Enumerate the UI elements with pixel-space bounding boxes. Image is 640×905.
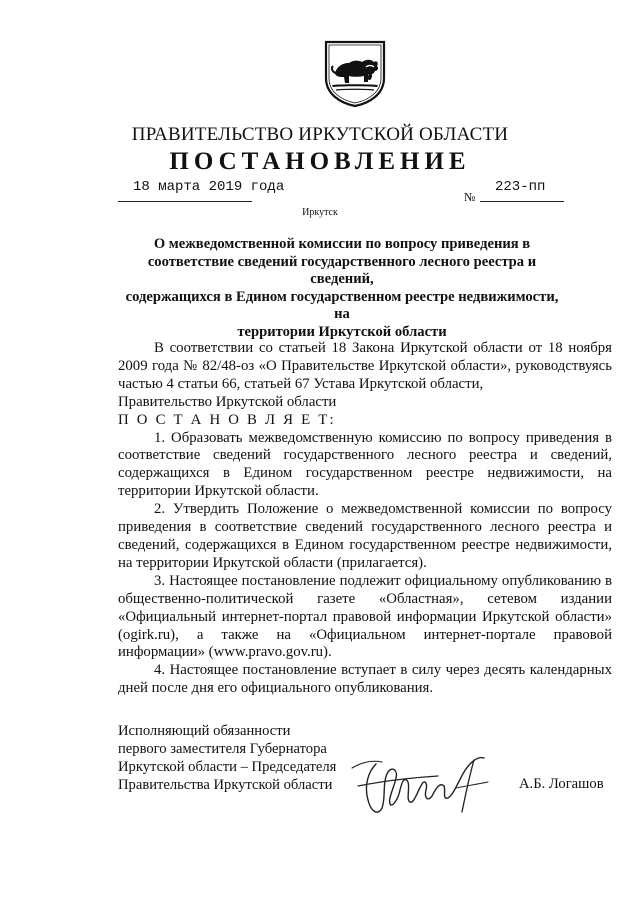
title-line: территории Иркутской области <box>237 323 447 340</box>
item-4: 4. Настоящее постановление вступает в силу через десять календарных дней после дня его официального опубликования. <box>118 662 612 697</box>
document-type: ПОСТАНОВЛЕНИЕ <box>169 148 471 175</box>
resolves-word: П О С Т А Н О В Л Я Е Т: <box>118 411 336 428</box>
title-line: О межведомственной комиссии по вопросу приведения в <box>153 236 531 252</box>
signatory-line: первого заместителя Губернатора <box>118 741 327 757</box>
number-sign: № <box>464 190 476 204</box>
city: Иркутск <box>302 207 338 218</box>
document-number: 223-пп <box>495 179 546 195</box>
preamble-end: Правительство Иркутской области <box>118 393 337 410</box>
item-3: 3. Настоящее постановление подлежит официальному опубликованию в общественно-политической газете «Областная», сетевом издании «Официальный интернет-портал правовой информации Иркутской области» (ogirk.ru), а также на «Официальном интернет-портале правовой информации» (www.pravo.gov.ru). <box>118 572 612 661</box>
document-date: 18 марта 2019 года <box>133 179 285 195</box>
document-body <box>118 340 612 698</box>
coat-of-arms-icon <box>322 40 388 108</box>
date-underline <box>118 201 252 202</box>
signatory-line: Иркутской области – Председателя <box>118 759 337 775</box>
title-line: соответствие сведений государственного лесного реестра и сведений, <box>147 253 537 287</box>
document-title <box>118 236 566 341</box>
item-2: 2. Утвердить Положение о межведомственной комиссии по вопросу приведения в соответствие сведений государственного лесного реестра и сведений, содержащихся в Едином государственном реестре недвижимости, на территории Иркутской области (прилагается). <box>118 501 612 571</box>
signatory-title <box>118 722 336 794</box>
signatory-line: Исполняющий обязанности <box>118 723 291 739</box>
number-underline <box>480 201 564 202</box>
handwritten-signature <box>338 742 506 822</box>
signatory-name: А.Б. Логашов <box>519 776 604 792</box>
signatory-line: Правительства Иркутской области <box>118 777 333 793</box>
item-1: 1. Образовать межведомственную комиссию по вопросу приведения в соответствие сведений государственного лесного реестра и сведений, содержащихся в Едином государственном реестре недвижимости, на территории Иркутской области. <box>118 429 612 500</box>
government-name: ПРАВИТЕЛЬСТВО ИРКУТСКОЙ ОБЛАСТИ <box>131 124 509 145</box>
preamble: В соответствии со статьей 18 Закона Иркутской области от 18 ноября 2009 года № 82/48-оз «О Правительстве Иркутской области», руководствуясь частью 4 статьи 66, статьей 67 Устава Иркутской области, <box>118 340 612 392</box>
title-line: содержащихся в Едином государственном реестре недвижимости, на <box>125 288 559 322</box>
